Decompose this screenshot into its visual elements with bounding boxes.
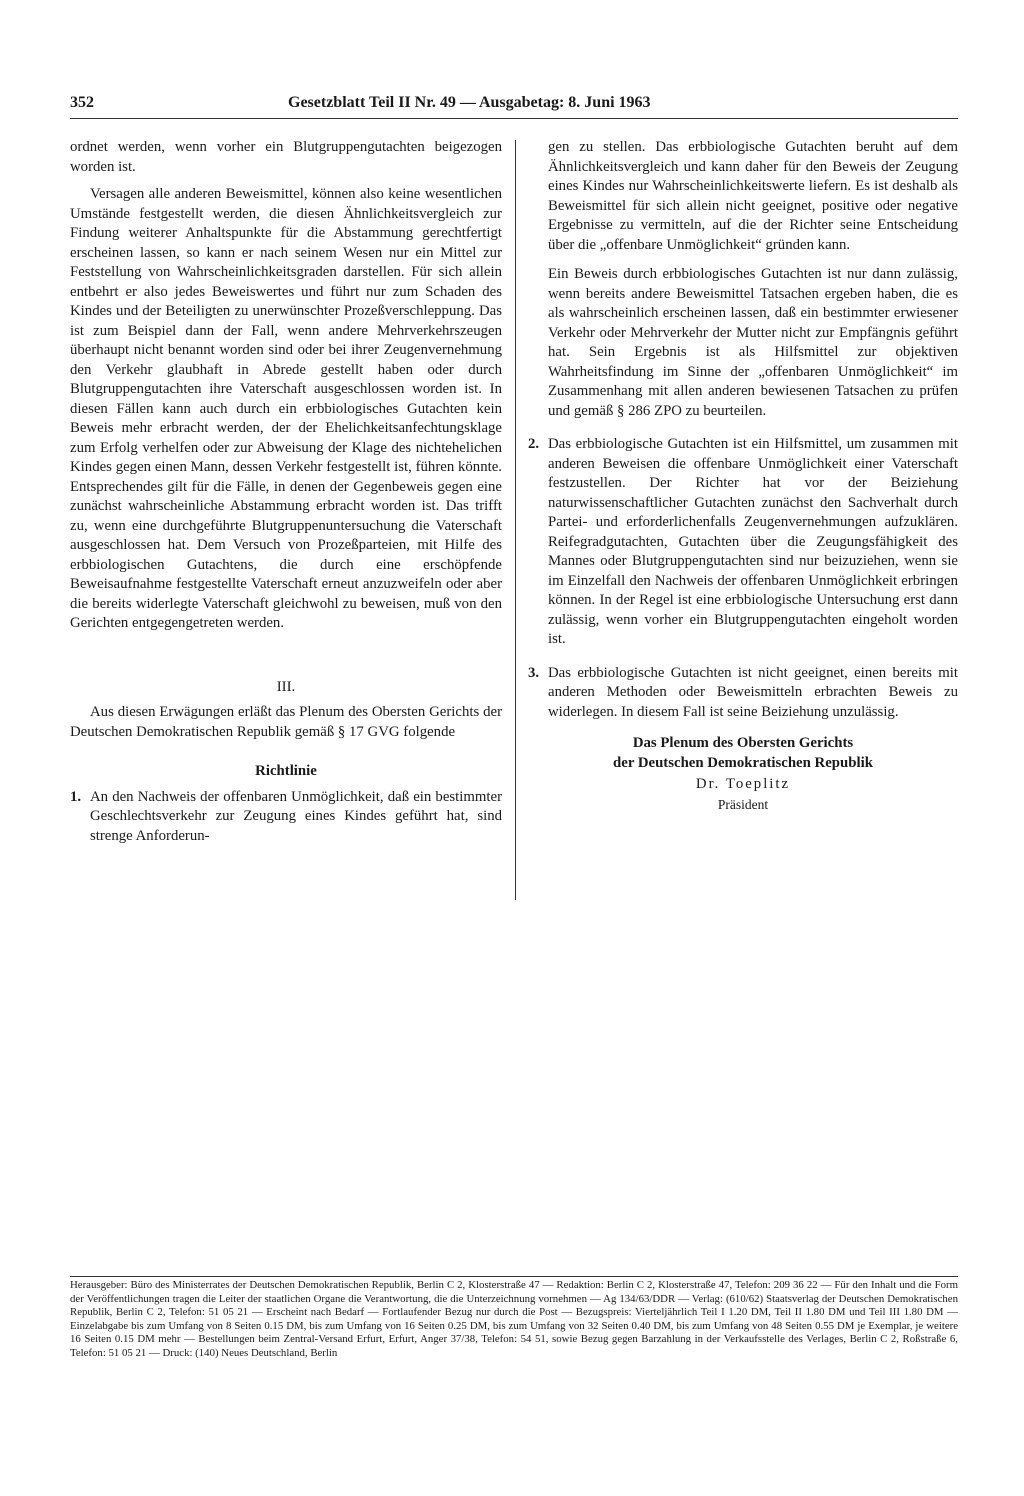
list-item-number: 1. [70,788,82,805]
list-item-number: 2. [528,436,540,452]
paragraph: Versagen alle anderen Beweismittel, können also keine wesentlichen Umstände festgestellt werden, die diesen Ähnlichkeitsvergleich zur Findung weiterer Anhaltspunkte für die Abstammung gerechtfertigt erscheinen lassen, so kann er nach seinem Wesen nur ein Mittel zur Feststellung von Wahrscheinlichkeitsgraden darstellen. Für sich allein entbehrt er also jedes Beweiswertes und führt nur zum Schaden des Kindes und der Beteiligten zu unerwünschter Prozeßverschleppung. Das ist zum Beispiel dann der Fall, wenn andere Mehrverkehrszeugen überhaupt nicht benannt worden sind oder bei ihrer Zeugenvernehmung den Verkehr glaubhaft in Abrede gestellt haben oder durch Blutgruppengutachten ihre Vaterschaft ausgeschlossen worden ist. In diesen Fällen kann auch durch ein erbbiologisches Gutachten kein Beweis mehr erbracht werden, der der Ehelichkeitsanfechtungsklage zum Erfolg verhelfen oder zur Abweisung der Klage des nichtehelichen Kindes gegen einen Mann, dessen Verkehr festgestellt ist, führen könnte. Entsprechendes gilt für die Fälle, in denen der Gegenbeweis gegen eine zunächst wahrscheinliche Abstammung erbracht worden ist. Das trifft zu, wenn eine durchgeführte Blutgruppenuntersuchung die Vaterschaft ausgeschlossen hat. Dem Versuch von Prozeßparteien, mit Hilfe des erbbiologischen Gutachtens, die durch eine erschöpfende Beweisaufnahme festgestellte Vaterschaft erneut anzuzweifeln oder aber die bereits widerlegte Vaterschaft gleichwohl zu beweisen, muß von den Gerichten entgegengetreten werden. [70,186,502,631]
column-divider [515,140,516,900]
section-number: III. [276,678,296,695]
signature-role: Präsident [717,796,769,812]
page-number: 352 [70,94,94,111]
paragraph: ordnet werden, wenn vorher ein Blutgruppengutachten beigezogen worden ist. [70,139,502,175]
imprint-footer: Herausgeber: Büro des Ministerrates der Deutschen Demokratischen Republik, Berlin C 2, Klosterstraße 47 — Redaktion: Berlin C 2, Klosterstraße 47, Telefon: 209 36 22 — Für den Inhalt und die Form der Veröffentlichungen tragen die Leiter der staatlichen Organe die Verantwortung, die die Unterzeichnung vornehmen — Ag 134/63/DDR — Verlag: (610/62) Staatsverlag der Deutschen Demokratischen Republik, Berlin C 2, Telefon: 51 05 21 — Erscheint nach Bedarf — Fortlaufender Bezug nur durch die Post — Bezugspreis: Vierteljährlich Teil I 1.20 DM, Teil II 1.80 DM und Teil III 1.80 DM — Einzelabgabe bis zum Umfang von 8 Seiten 0.15 DM, bis zum Umfang von 16 Seiten 0.25 DM, bis zum Umfang von 32 Seiten 0.40 DM, bis zum Umfang von 48 Seiten 0.55 DM je Exemplar, je weitere 16 Seiten 0.15 DM mehr — Bestellungen beim Zentral-Versand Erfurt, Erfurt, Anger 37/38, Telefon: 54 51, sowie Bezug gegen Barzahlung in der Verkaufsstelle des Verlages, Berlin C 2, Roßstraße 6, Telefon: 51 05 21 — Druck: (140) Neues Deutschland, Berlin [70,1276,958,1361]
signature-org-line1: Das Plenum des Obersten Gerichts [632,735,854,751]
section-heading: Richtlinie [255,763,317,779]
paragraph: gen zu stellen. Das erbbiologische Gutachten beruht auf dem Ähnlichkeitsvergleich und kann daher für den Beweis der Zeugung eines Kindes nur Wahrscheinlichkeitswerte liefern. Es ist deshalb als Beweismittel für sich allein nicht geeignet, positive oder negative Ergebnisse zu vermitteln, auf die der Richter seine Entscheidung über die „offenbare Unmöglichkeit“ gründen kann. [548,139,958,253]
signature-org-line2: der Deutschen Demokratischen Republik [613,754,873,771]
left-column [70,138,502,856]
gazette-title: Gesetzblatt Teil II Nr. 49 — Ausgabetag: 8. Juni 1963 [288,94,651,111]
list-item-text: Das erbbiologische Gutachten ist nicht geeignet, einen bereits mit anderen Methoden oder Beweismitteln erbrachten Beweis zu widerlegen. In diesem Fall ist seine Beiziehung unzulässig. [548,664,958,720]
paragraph: Ein Beweis durch erbbiologisches Gutachten ist nur dann zulässig, wenn bereits andere Beweismittel Tatsachen ergeben haben, die es als wahrscheinlich erscheinen lassen, daß ein bestimmter erwiesener Verkehr oder Mehrverkehr der Mutter nicht zur Empfängnis geführt hat. Sein Ergebnis ist als Hilfsmittel zur objektiven Wahrheitsfindung im Sinne der „offenbaren Unmöglichkeit“ im Zusammenhang mit allen anderen bewiesenen Tatsachen zu prüfen und gemäß § 286 ZPO zu beurteilen. [548,266,958,419]
list-item-number: 3. [528,664,540,681]
signature-name: Dr. Toeplitz [695,776,791,792]
page-header [70,92,958,119]
list-item [528,435,958,650]
right-column [528,138,958,814]
list-item [528,664,958,723]
list-item [70,788,502,847]
signature-block [528,734,958,814]
list-item-text: An den Nachweis der offenbaren Unmöglichkeit, daß ein bestimmter Geschlechtsverkehr zur Zeugung eines Kindes geführt hat, sind strenge Anforderun- [90,788,502,844]
list-item-text: Das erbbiologische Gutachten ist ein Hilfsmittel, um zusammen mit anderen Beweisen die offenbare Unmöglichkeit einer Vaterschaft festzustellen. Der Richter hat vor der Beiziehung naturwissenschaftlicher Gutachten zunächst den Sachverhalt durch Partei- und erforderlichenfalls Zeugenvernehmungen aufzuklären. Reifegradgutachten, Gutachten über die Zeugungsfähigkeit des Mannes oder Blutgruppengutachten sind nur beizuziehen, wenn sie im Einzelfall den Nachweis der offenbaren Unmöglichkeit erbringen können. In der Regel ist eine erbbiologische Untersuchung erst dann zulässig, wenn vorher ein Blutgruppengutachten eingeholt worden ist. [548,436,958,647]
paragraph: Aus diesen Erwägungen erläßt das Plenum des Obersten Gerichts der Deutschen Demokratischen Republik gemäß § 17 GVG folgende [70,704,502,740]
